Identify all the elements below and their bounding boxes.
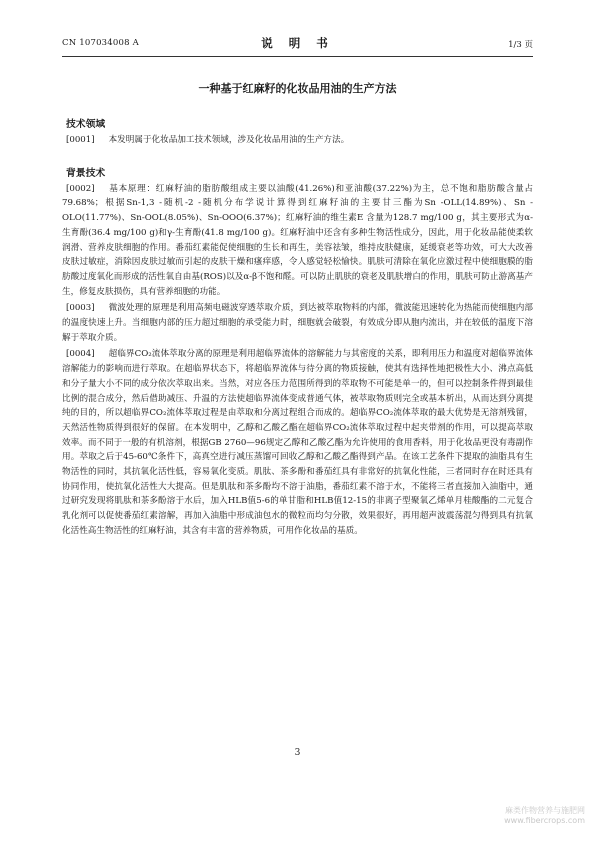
paragraph (62, 133, 533, 148)
paragraph-text: 本发明属于化妆品加工技术领域，涉及化妆品用油的生产方法。 (108, 135, 350, 145)
paragraph (62, 182, 533, 300)
document-title: 一种基于红麻籽的化妆品用油的生产方法 (198, 82, 397, 95)
page-header (62, 36, 533, 52)
section-technical-field (62, 116, 533, 148)
paragraph-number: [0004] (66, 349, 95, 360)
section-heading: 背景技术 (66, 167, 106, 179)
paragraph-number: [0001] (66, 135, 95, 145)
paragraph (62, 347, 533, 538)
patent-number: CN 107034008 A (62, 38, 139, 48)
document-body (62, 70, 533, 541)
watermark-line: 麻类作物营养与施肥网 (505, 806, 585, 815)
paragraph (62, 301, 533, 345)
paragraph-number: [0003] (66, 303, 95, 314)
paragraph-text: 微波处理的原理是利用高频电磁波穿透萃取介质，到达被萃取物料的内部，微波能迅速转化为热能而使细胞内部的温度快速上升。当细胞内部的压力超过细胞的承受能力时，细胞就会破裂，有效成分即从胞内流出，并在较低的温度下溶解于萃取介质。 (62, 303, 533, 343)
paragraph-text: 超临界CO₂流体萃取分离的原理是利用超临界流体的溶解能力与其密度的关系，即利用压力和温度对超临界流体溶解能力的影响而进行萃取。在超临界状态下，将超临界流体与待分离的物质接触，使其有选择性地把极性大小、沸点高低和分子量大小不同的成分依次萃取出来。当然，对应各压力范围所得到的萃取物不可能是单一的，但可以控制条件得到最佳比例的混合成分，然后借助减压、升温的方法使超临界流体变成普通气体，被萃取物质则完全或基本析出，从而达到分离提纯的目的，所以超临界CO₂流体萃取过程是由萃取和分离过程组合而成的。超临界CO₂流体萃取的最大优势是无溶剂残留，天然活性物质得到很好的保留。在本发明中，乙醇和乙酸乙酯在超临界CO₂流体萃取过程中起夹带剂的作用，可以提高萃取效率。而不同于一般的有机溶剂，根据GB 2760—96规定乙醇和乙酸乙酯为允许使用的食用香料，用于化妆品更没有毒副作用。萃取之后于45-60℃条件下，高真空进行减压蒸馏可回收乙醇和乙酸乙酯得到产品。在该工艺条件下提取的油脂具有生物活性的同时，其抗氧化活性低，容易氧化变质。肌肽、茶多酚和番茄红具有非常好的抗氧化性能，三者同时存在时还具有协同作用，使抗氧化活性大大提高。但是肌肽和茶多酚均不溶于油脂，番茄红素不溶于水，不能将三者直接加入油脂中，通过研究发现将肌肽和茶多酚溶于水后，加入HLB值5-6的单甘脂和HLB值12-15的非离子型聚氧乙烯单月桂酸酯的二元复合乳化剂可以促使番茄红素溶解，再加入油脂中形成油包水的微粒而均匀分散，效果很好，再用超声波震荡混匀得到具有抗氧化活性高生物活性的红麻籽油，其含有丰富的营养物质，可用作化妆品的基质。 (62, 349, 533, 536)
section-background (62, 165, 533, 539)
paragraph-number: [0002] (66, 183, 95, 194)
page-indicator: 1/3 页 (508, 40, 533, 50)
watermark (504, 806, 585, 826)
paragraph-text: 基本原理：红麻籽油的脂肪酸组成主要以油酸(41.26%)和亚油酸(37.22%)为主，总不饱和脂肪酸含量占79.68%；根据Sn-1,3 -随机-2 -随机分布学说计算得到红麻籽油的主要甘三酯为Sn -OLL(14.89%)、Sn -OLO(11.77%)、Sn-OOL(8.05%)、Sn-OOO(6.37%)；红麻籽油的维生素E 含量为128.7 mg/100 g，其主要形式为α-生育酚(36.4 mg/100 g)和γ-生育酚(41.8 mg/100 g)。红麻籽油中还含有多种生物活性成分，因此，用于化妆品能使柔软润滑、营养皮肤细胞的作用。番茄红素能促使细胞的生长和再生，美容祛皱，维持皮肤健康，延缓衰老等功效，可大大改善皮肤过敏症，消除因皮肤过敏而引起的皮肤干燥和瘙痒感，令人感觉轻松愉快。肌肤可清除在氧化应激过程中使细胞膜的脂肪酸过度氧化而形成的活性氧自由基(ROS)以及α-β不饱和醛。可以防止肌肤的衰老及肌肤增白的作用，肌肤可防止游离基产生，修复皮肤损伤，具有营养细胞的功能。 (62, 183, 533, 297)
section-heading: 技术领域 (66, 119, 106, 130)
header-rule (62, 56, 533, 57)
header-title: 说 明 书 (261, 36, 334, 50)
page-number: 3 (294, 748, 301, 758)
watermark-url: www.fibercrops.com (504, 816, 585, 825)
